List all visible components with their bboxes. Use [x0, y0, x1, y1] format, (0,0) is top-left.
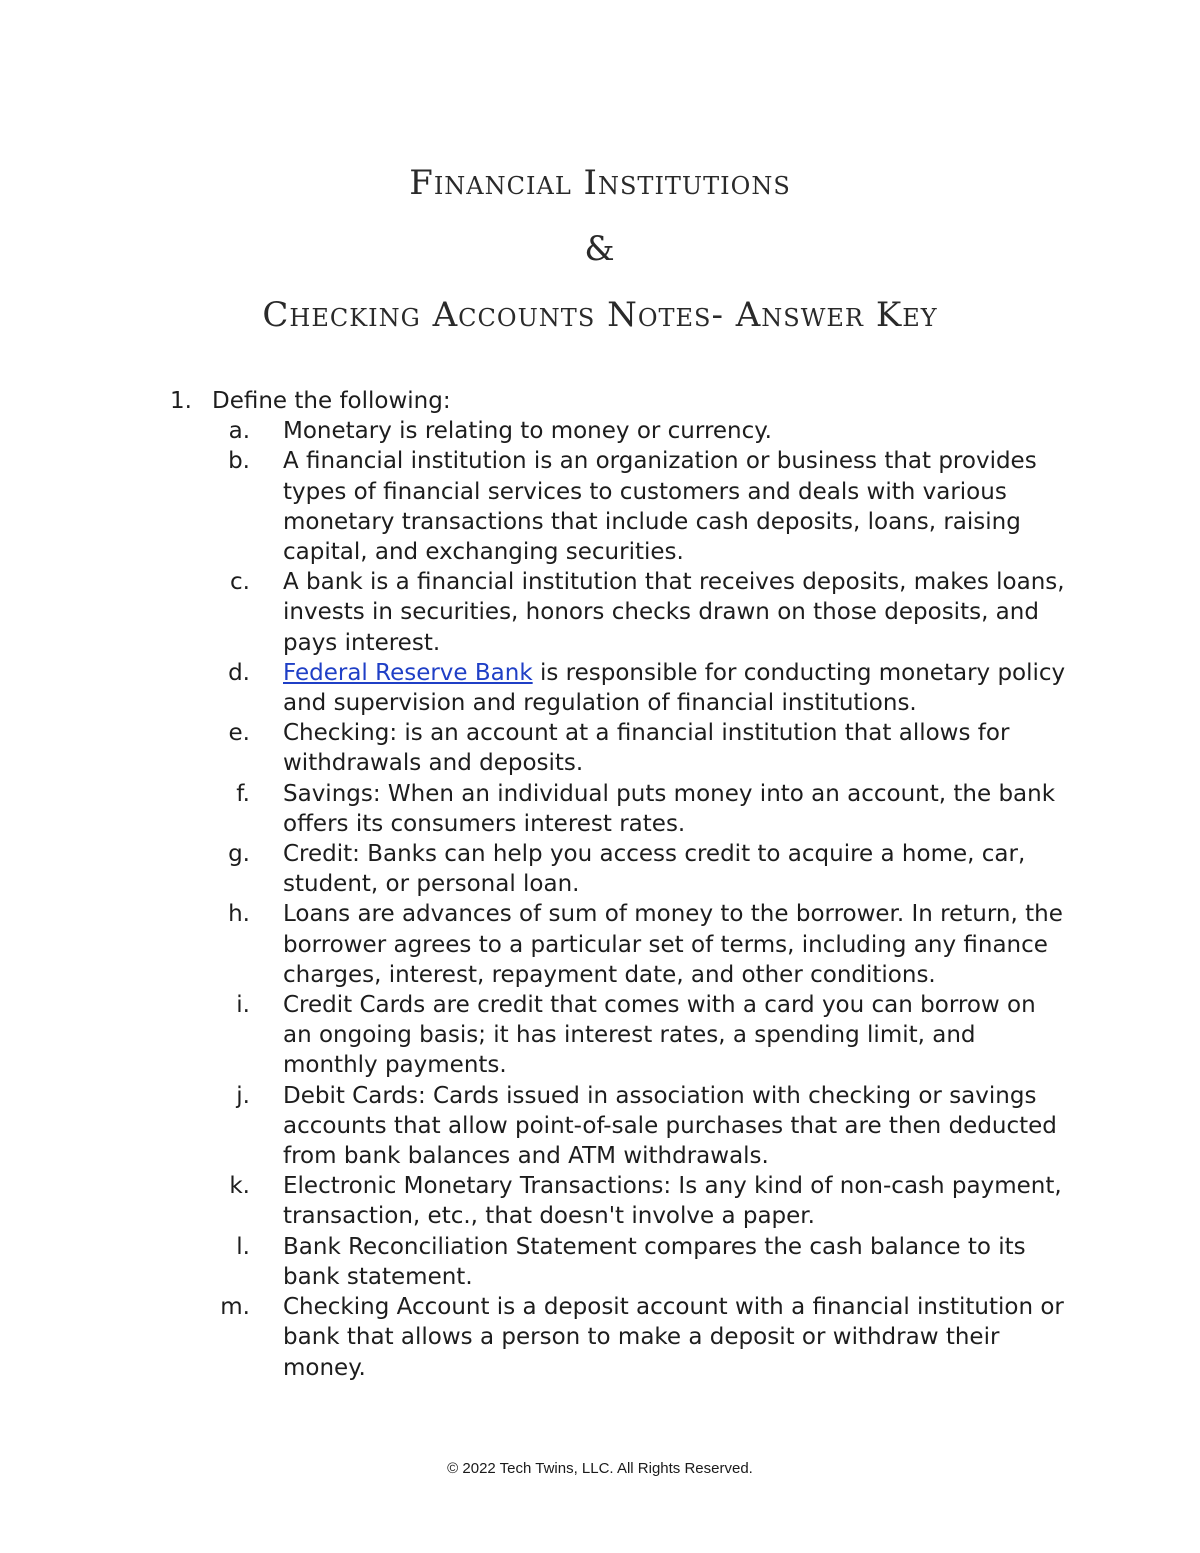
- notes-content: [170, 386, 1070, 1383]
- question-1: [170, 386, 1070, 416]
- item-text: Credit Cards are credit that comes with a card you can borrow on an ongoing basis; it has interest rates, a spending limit, and monthly payments.: [283, 992, 1036, 1079]
- list-item: [170, 990, 1070, 1081]
- federal-reserve-bank-link[interactable]: Federal Reserve Bank: [283, 659, 533, 686]
- list-item: [170, 1081, 1070, 1172]
- item-letter: i.: [236, 992, 250, 1019]
- definition-list: [170, 416, 1070, 1383]
- item-letter: m.: [220, 1294, 250, 1321]
- item-letter: g.: [228, 841, 250, 868]
- item-text: Checking: is an account at a financial institution that allows for withdrawals and deposits.: [283, 720, 1010, 777]
- item-letter: d.: [228, 659, 250, 686]
- item-text: Debit Cards: Cards issued in association with checking or savings accounts that allow point-of-sale purchases that are then deducted from bank balances and ATM withdrawals.: [283, 1082, 1057, 1170]
- list-item: [170, 899, 1070, 990]
- item-letter: a.: [228, 418, 250, 445]
- item-text: Electronic Monetary Transactions: Is any kind of non-cash payment, transaction, etc., that doesn't involve a paper.: [283, 1173, 1062, 1230]
- item-letter: f.: [236, 780, 250, 807]
- list-item: [170, 567, 1070, 658]
- item-text: A bank is a financial institution that receives deposits, makes loans, invests in securities, honors checks drawn on those deposits, and pays interest.: [283, 569, 1065, 656]
- list-item: [170, 416, 1070, 446]
- title-line-1: Financial Institutions: [409, 163, 791, 203]
- item-text: Credit: Banks can help you access credit to acquire a home, car, student, or personal loan.: [283, 841, 1026, 898]
- list-item: [170, 658, 1070, 718]
- item-letter: e.: [228, 720, 250, 747]
- item-letter: l.: [236, 1233, 250, 1260]
- item-text: Monetary is relating to money or currency.: [283, 418, 772, 445]
- item-letter: j.: [236, 1082, 250, 1109]
- item-text: is responsible for conducting monetary policy and supervision and regulation of financial institutions.: [283, 659, 1066, 717]
- list-item: [170, 839, 1070, 899]
- title-ampersand: &: [584, 229, 616, 269]
- question-number: 1.: [170, 388, 192, 414]
- item-letter: k.: [229, 1173, 250, 1200]
- item-text: A financial institution is an organization or business that provides types of financial services to customers and deals with various monetary transactions that include cash deposits, loans, raising capital, and exchanging securities.: [283, 448, 1037, 566]
- copyright-footer: © 2022 Tech Twins, LLC. All Rights Reserved.: [447, 1460, 753, 1477]
- question-text: Define the following:: [212, 388, 451, 414]
- item-letter: c.: [230, 569, 250, 596]
- list-item: [170, 446, 1070, 567]
- item-text: Checking Account is a deposit account with a financial institution or bank that allows a person to make a deposit or withdraw their money.: [283, 1294, 1064, 1381]
- title-line-2: Checking Accounts Notes- Answer Key: [262, 295, 938, 335]
- item-letter: h.: [228, 901, 250, 928]
- list-item: [170, 1292, 1070, 1383]
- item-letter: b.: [228, 448, 250, 475]
- item-text: Loans are advances of sum of money to the borrower. In return, the borrower agrees to a particular set of terms, including any finance charges, interest, repayment date, and other conditions.: [283, 901, 1063, 988]
- list-item: [170, 1171, 1070, 1231]
- item-text: Savings: When an individual puts money into an account, the bank offers its consumers interest rates.: [283, 780, 1056, 837]
- list-item: [170, 718, 1070, 778]
- document-title: [0, 150, 1200, 348]
- list-item: [170, 779, 1070, 839]
- item-text: Bank Reconciliation Statement compares the cash balance to its bank statement.: [283, 1233, 1026, 1290]
- list-item: [170, 1232, 1070, 1292]
